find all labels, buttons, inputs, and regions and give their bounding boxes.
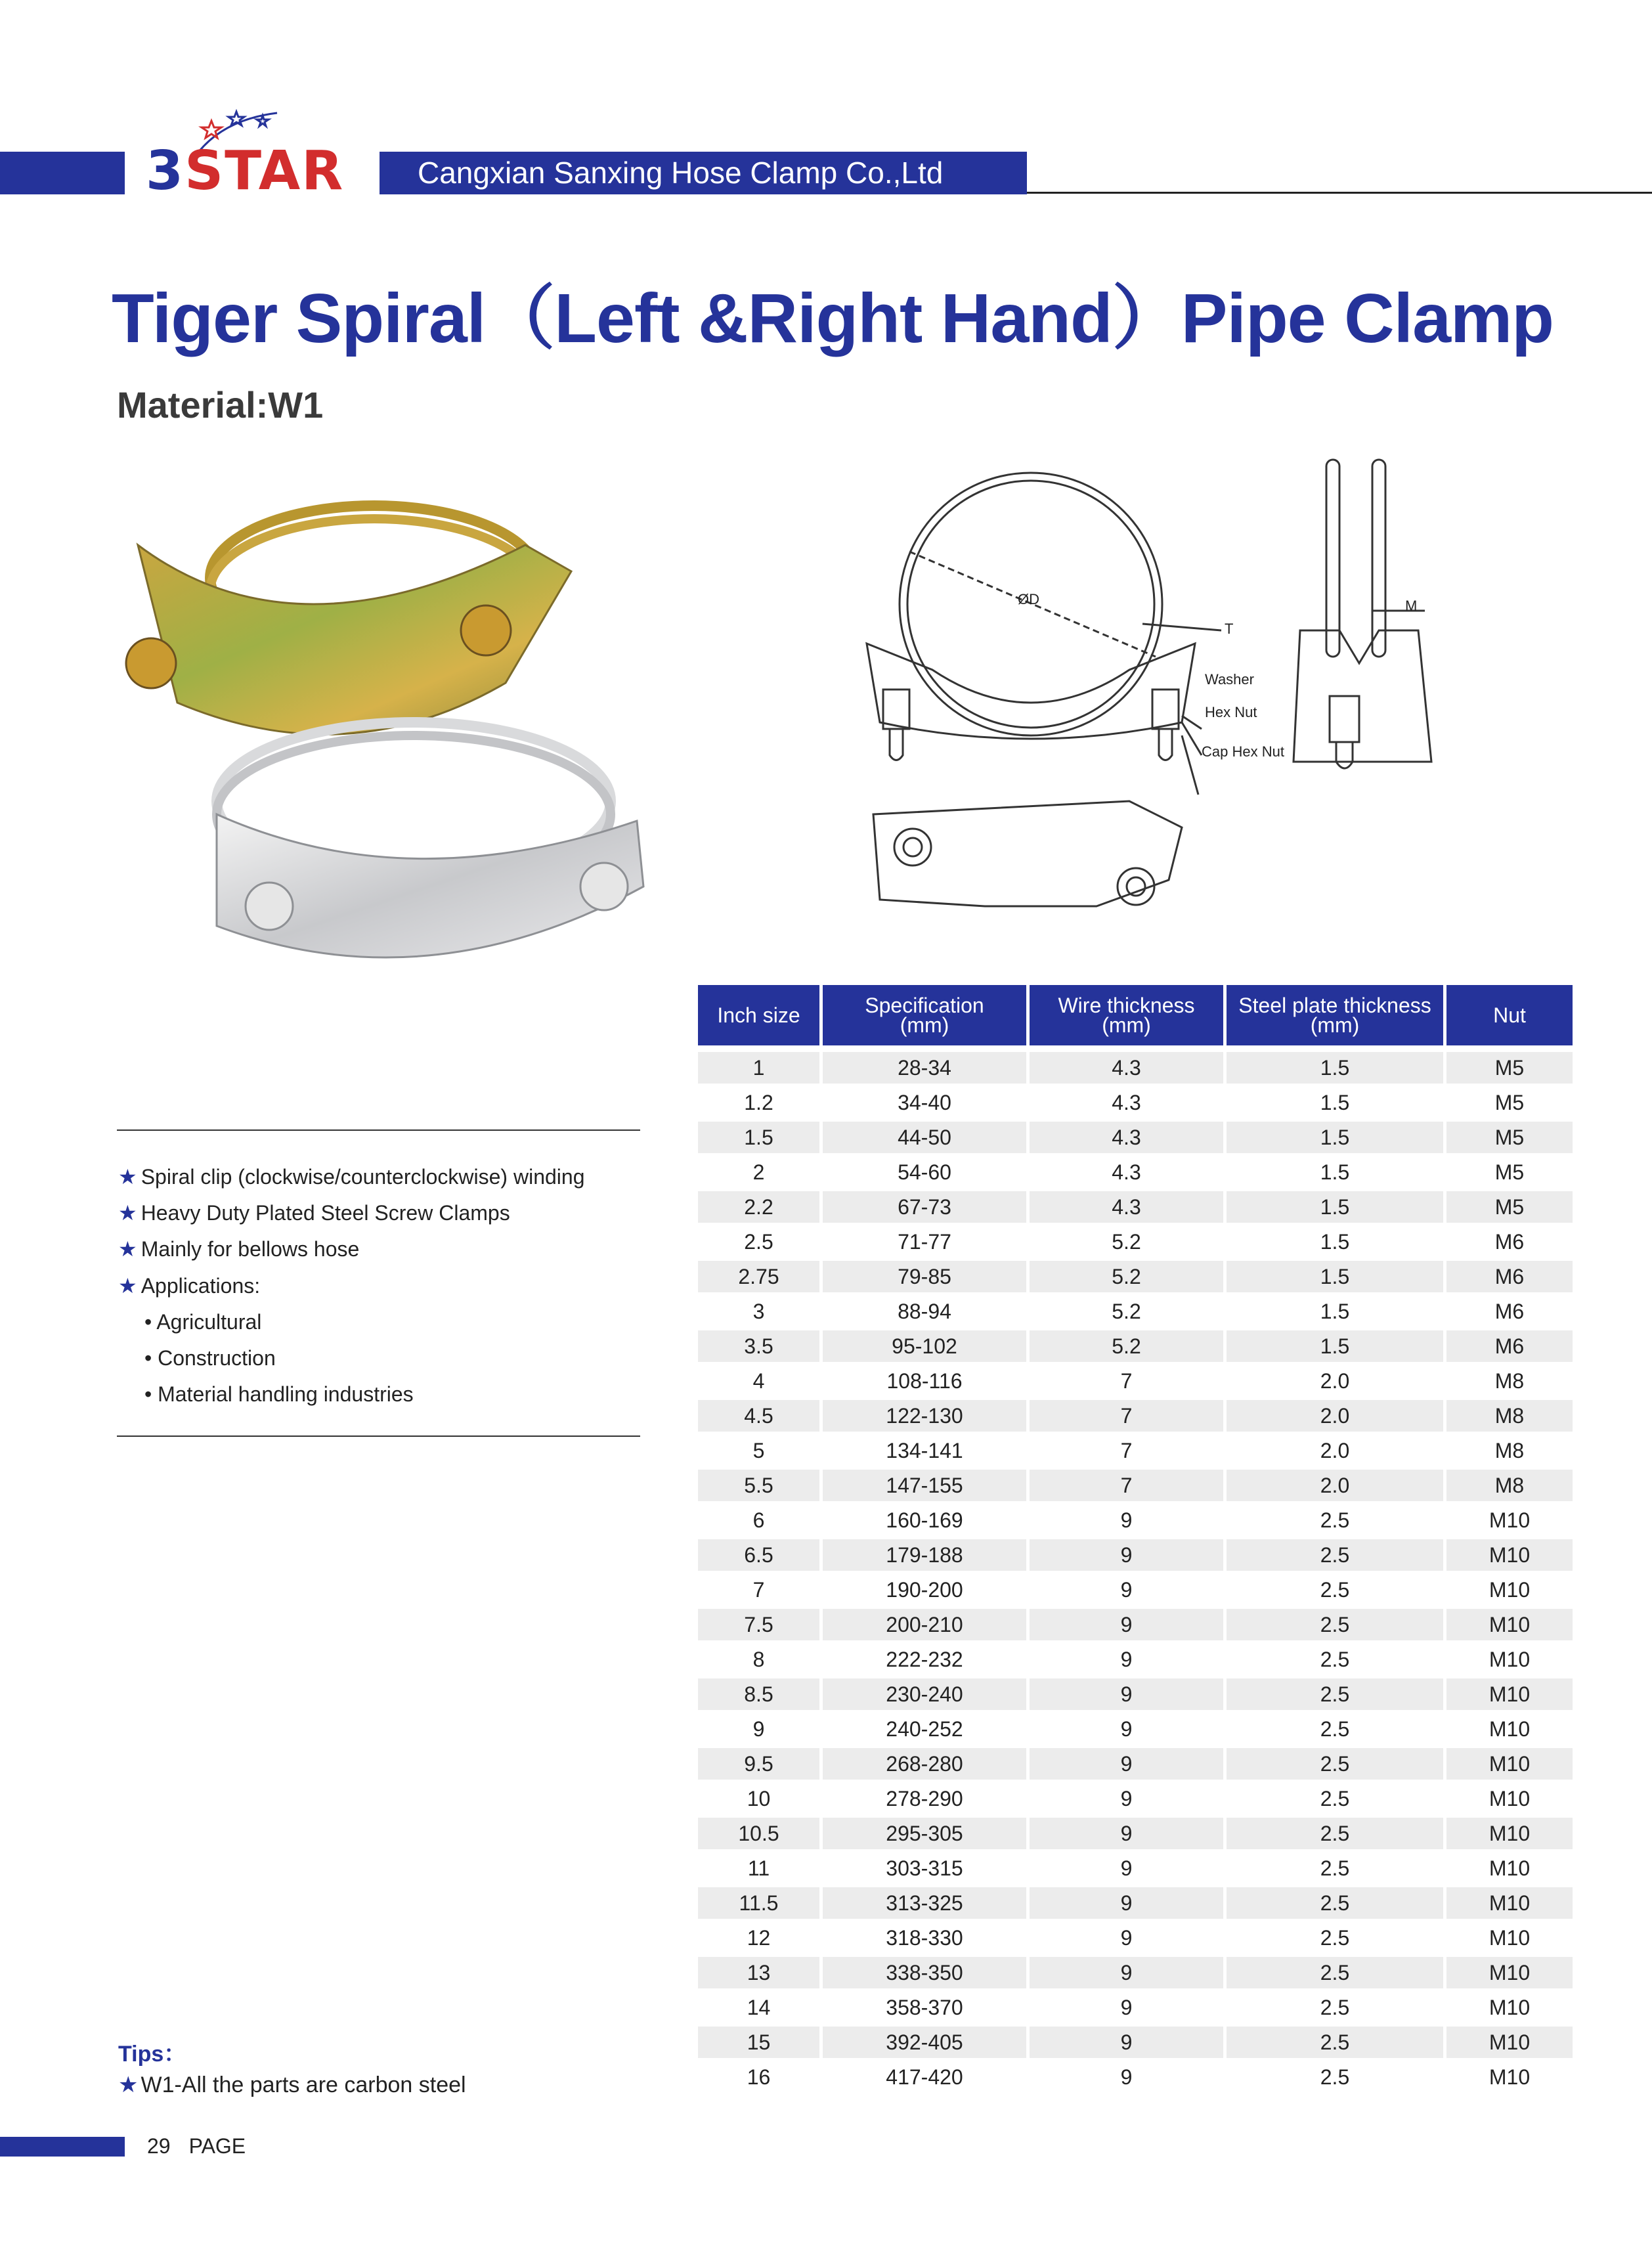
features-bottom-rule — [117, 1435, 640, 1437]
footer-accent-bar — [0, 2137, 125, 2157]
table-cell: 7 — [698, 1574, 819, 1609]
table-row — [698, 2027, 1573, 2061]
table-cell: M8 — [1446, 1470, 1573, 1504]
table-cell: 9 — [1030, 1678, 1223, 1713]
column-header: Inch size — [698, 985, 819, 1045]
table-cell: M5 — [1446, 1156, 1573, 1191]
table-row — [698, 1435, 1573, 1470]
table-row — [698, 1504, 1573, 1539]
feature-item: ★ Mainly for bellows hose — [118, 1237, 360, 1261]
table-cell: 160-169 — [823, 1504, 1026, 1539]
table-body — [698, 1045, 1573, 2096]
diameter-label: ØD — [1018, 591, 1039, 607]
table-cell: 108-116 — [823, 1365, 1026, 1400]
table-cell: M8 — [1446, 1435, 1573, 1470]
star-icon: ★ — [118, 2072, 139, 2097]
table-cell: 9 — [1030, 1539, 1223, 1574]
feature-item: • Construction — [144, 1346, 276, 1370]
table-cell: 4 — [698, 1365, 819, 1400]
table-cell: 5.2 — [1030, 1330, 1223, 1365]
table-row — [698, 1365, 1573, 1400]
table-cell: M10 — [1446, 1609, 1573, 1644]
table-cell: M10 — [1446, 1922, 1573, 1957]
table-row — [698, 1400, 1573, 1435]
page-number: 29 PAGE — [147, 2134, 246, 2158]
table-row — [698, 1922, 1573, 1957]
spec-table — [695, 985, 1576, 2096]
table-cell: 2.0 — [1227, 1400, 1443, 1435]
table-cell: 9 — [1030, 1887, 1223, 1922]
star-icon: ★ — [118, 1273, 137, 1298]
table-cell: 134-141 — [823, 1435, 1026, 1470]
table-cell: M6 — [1446, 1261, 1573, 1296]
table-cell: M6 — [1446, 1226, 1573, 1261]
table-row — [698, 1330, 1573, 1365]
star-icon: ★ — [118, 1201, 137, 1225]
table-cell: 3 — [698, 1296, 819, 1330]
table-cell: 2.5 — [1227, 1783, 1443, 1818]
table-cell: 2.5 — [1227, 1713, 1443, 1748]
feature-item: ★ Heavy Duty Plated Steel Screw Clamps — [118, 1201, 510, 1225]
logo-text: 3STAR — [146, 140, 345, 202]
table-row — [698, 1992, 1573, 2027]
table-cell: 2.5 — [698, 1226, 819, 1261]
table-cell: 7 — [1030, 1365, 1223, 1400]
table-cell: 9 — [1030, 2027, 1223, 2061]
table-cell: 1.5 — [1227, 1087, 1443, 1122]
table-row — [698, 1470, 1573, 1504]
table-cell: 9 — [1030, 1992, 1223, 2027]
table-cell: 1.2 — [698, 1087, 819, 1122]
table-cell: M10 — [1446, 1748, 1573, 1783]
table-cell: 2.5 — [1227, 1539, 1443, 1574]
table-row — [698, 1045, 1573, 1087]
table-cell: 2.5 — [1227, 1992, 1443, 2027]
table-cell: 13 — [698, 1957, 819, 1992]
table-cell: 358-370 — [823, 1992, 1026, 2027]
table-cell: 417-420 — [823, 2061, 1026, 2096]
feature-list — [118, 1159, 643, 1413]
table-cell: M10 — [1446, 1539, 1573, 1574]
table-cell: 4.3 — [1030, 1122, 1223, 1156]
cap-hex-nut-label: Cap Hex Nut — [1202, 743, 1284, 760]
table-cell: 9 — [1030, 1504, 1223, 1539]
table-cell: 1.5 — [1227, 1122, 1443, 1156]
table-cell: 278-290 — [823, 1783, 1026, 1818]
table-row — [698, 1818, 1573, 1852]
table-cell: 2.5 — [1227, 1504, 1443, 1539]
table-row — [698, 1852, 1573, 1887]
table-row — [698, 1122, 1573, 1156]
tips-label: Tips： — [118, 2042, 186, 2067]
table-cell: M8 — [1446, 1400, 1573, 1435]
table-cell: 200-210 — [823, 1609, 1026, 1644]
table-cell: M10 — [1446, 1887, 1573, 1922]
table-cell: 8.5 — [698, 1678, 819, 1713]
table-cell: 5.5 — [698, 1470, 819, 1504]
table-row — [698, 1574, 1573, 1609]
table-cell: 12 — [698, 1922, 819, 1957]
table-row — [698, 1783, 1573, 1818]
table-cell: 338-350 — [823, 1957, 1026, 1992]
table-cell: 71-77 — [823, 1226, 1026, 1261]
table-row — [698, 1957, 1573, 1992]
table-cell: 2.5 — [1227, 1609, 1443, 1644]
feature-item: • Material handling industries — [144, 1382, 414, 1407]
table-cell: 9 — [1030, 1957, 1223, 1992]
page-title: Tiger Spiral（Left &Right Hand）Pipe Clamp — [112, 280, 1554, 357]
table-row — [698, 1748, 1573, 1783]
table-cell: 9 — [1030, 1783, 1223, 1818]
table-cell: 1.5 — [1227, 1296, 1443, 1330]
table-row — [698, 1713, 1573, 1748]
table-cell: 4.3 — [1030, 1156, 1223, 1191]
table-cell: 2.5 — [1227, 1957, 1443, 1992]
table-cell: M10 — [1446, 1713, 1573, 1748]
table-cell: 9 — [1030, 1609, 1223, 1644]
table-cell: 9 — [1030, 1748, 1223, 1783]
feature-item: ★ Applications: — [118, 1273, 261, 1298]
table-cell: 67-73 — [823, 1191, 1026, 1226]
table-cell: 7 — [1030, 1470, 1223, 1504]
table-cell: 2 — [698, 1156, 819, 1191]
table-cell: 392-405 — [823, 2027, 1026, 2061]
m-label: M — [1405, 598, 1418, 614]
table-cell: M10 — [1446, 2061, 1573, 2096]
header-rule — [1027, 192, 1652, 194]
table-cell: M5 — [1446, 1045, 1573, 1087]
table-cell: 16 — [698, 2061, 819, 2096]
table-cell: M10 — [1446, 1574, 1573, 1609]
table-cell: M6 — [1446, 1296, 1573, 1330]
table-cell: 1.5 — [1227, 1045, 1443, 1087]
table-cell: 2.5 — [1227, 2027, 1443, 2061]
table-cell: 10 — [698, 1783, 819, 1818]
table-row — [698, 1539, 1573, 1574]
table-cell: M5 — [1446, 1191, 1573, 1226]
table-row — [698, 1087, 1573, 1122]
table-cell: 230-240 — [823, 1678, 1026, 1713]
table-cell: 2.5 — [1227, 1644, 1443, 1678]
table-cell: 9.5 — [698, 1748, 819, 1783]
table-row — [698, 1226, 1573, 1261]
table-cell: 3.5 — [698, 1330, 819, 1365]
table-cell: M10 — [1446, 1957, 1573, 1992]
table-cell: 1.5 — [1227, 1156, 1443, 1191]
table-cell: 240-252 — [823, 1713, 1026, 1748]
table-cell: 122-130 — [823, 1400, 1026, 1435]
table-cell: 2.75 — [698, 1261, 819, 1296]
table-cell: 7 — [1030, 1435, 1223, 1470]
company-name-banner: Cangxian Sanxing Hose Clamp Co.,Ltd — [380, 152, 1027, 194]
table-cell: 7.5 — [698, 1609, 819, 1644]
table-cell: 44-50 — [823, 1122, 1026, 1156]
table-cell: 2.0 — [1227, 1435, 1443, 1470]
table-cell: 9 — [1030, 1574, 1223, 1609]
table-row — [698, 1261, 1573, 1296]
table-cell: 5.2 — [1030, 1226, 1223, 1261]
table-cell: 147-155 — [823, 1470, 1026, 1504]
column-header: Steel plate thickness (mm) — [1227, 985, 1443, 1045]
feature-item: • Agricultural — [144, 1309, 262, 1334]
washer-label: Washer — [1205, 671, 1254, 688]
table-row — [698, 1191, 1573, 1226]
table-cell: 11.5 — [698, 1887, 819, 1922]
table-cell: 9 — [1030, 1922, 1223, 1957]
table-cell: M10 — [1446, 1818, 1573, 1852]
table-cell: 5.2 — [1030, 1261, 1223, 1296]
table-cell: 313-325 — [823, 1887, 1026, 1922]
table-cell: M10 — [1446, 1504, 1573, 1539]
table-cell: M5 — [1446, 1122, 1573, 1156]
table-cell: M10 — [1446, 2027, 1573, 2061]
table-cell: 1.5 — [1227, 1226, 1443, 1261]
table-cell: 268-280 — [823, 1748, 1026, 1783]
table-cell: 28-34 — [823, 1045, 1026, 1087]
technical-drawing — [854, 447, 1510, 946]
table-cell: M10 — [1446, 1852, 1573, 1887]
table-cell: M10 — [1446, 1678, 1573, 1713]
table-cell: 222-232 — [823, 1644, 1026, 1678]
product-photo — [98, 466, 676, 1031]
table-cell: 54-60 — [823, 1156, 1026, 1191]
table-cell: 9 — [1030, 1644, 1223, 1678]
table-cell: 5 — [698, 1435, 819, 1470]
table-cell: M5 — [1446, 1087, 1573, 1122]
table-cell: 9 — [1030, 1818, 1223, 1852]
table-cell: M8 — [1446, 1365, 1573, 1400]
table-row — [698, 1156, 1573, 1191]
material-label: Material:W1 — [117, 384, 324, 426]
table-cell: 2.5 — [1227, 1574, 1443, 1609]
table-cell: 1 — [698, 1045, 819, 1087]
table-cell: 2.5 — [1227, 2061, 1443, 2096]
table-cell: 2.5 — [1227, 1887, 1443, 1922]
table-cell: 9 — [1030, 2061, 1223, 2096]
table-cell: 2.2 — [698, 1191, 819, 1226]
thickness-label: T — [1225, 621, 1234, 637]
table-cell: 303-315 — [823, 1852, 1026, 1887]
table-cell: M10 — [1446, 1992, 1573, 2027]
feature-item: ★ Spiral clip (clockwise/counterclockwise) winding — [118, 1165, 585, 1189]
table-cell: 9 — [1030, 1852, 1223, 1887]
table-cell: 11 — [698, 1852, 819, 1887]
features-top-rule — [117, 1129, 640, 1131]
table-cell: 2.5 — [1227, 1748, 1443, 1783]
table-cell: M6 — [1446, 1330, 1573, 1365]
table-row — [698, 1609, 1573, 1644]
table-cell: 179-188 — [823, 1539, 1026, 1574]
table-cell: 34-40 — [823, 1087, 1026, 1122]
table-cell: 9 — [1030, 1713, 1223, 1748]
table-cell: 95-102 — [823, 1330, 1026, 1365]
table-cell: 1.5 — [1227, 1261, 1443, 1296]
table-cell: 2.0 — [1227, 1470, 1443, 1504]
table-cell: 2.0 — [1227, 1365, 1443, 1400]
table-cell: 4.3 — [1030, 1087, 1223, 1122]
table-row — [698, 1678, 1573, 1713]
table-cell: 1.5 — [1227, 1330, 1443, 1365]
table-cell: M10 — [1446, 1644, 1573, 1678]
table-cell: 190-200 — [823, 1574, 1026, 1609]
table-row — [698, 1644, 1573, 1678]
table-header-row — [698, 985, 1573, 1045]
table-cell: 2.5 — [1227, 1678, 1443, 1713]
table-cell: 318-330 — [823, 1922, 1026, 1957]
table-cell: 14 — [698, 1992, 819, 2027]
star-icon: ★ — [118, 1165, 137, 1189]
table-cell: 6 — [698, 1504, 819, 1539]
table-cell: 2.5 — [1227, 1922, 1443, 1957]
table-row — [698, 1887, 1573, 1922]
table-cell: 79-85 — [823, 1261, 1026, 1296]
column-header: Nut — [1446, 985, 1573, 1045]
table-cell: 4.5 — [698, 1400, 819, 1435]
tips-text: ★ W1-All the parts are carbon steel — [118, 2072, 466, 2097]
header-accent-bar — [0, 152, 125, 194]
table-cell: 15 — [698, 2027, 819, 2061]
table-cell: 4.3 — [1030, 1191, 1223, 1226]
column-header: Wire thickness (mm) — [1030, 985, 1223, 1045]
company-logo — [146, 106, 356, 202]
table-cell: 6.5 — [698, 1539, 819, 1574]
table-cell: 295-305 — [823, 1818, 1026, 1852]
table-cell: 5.2 — [1030, 1296, 1223, 1330]
column-header: Specification (mm) — [823, 985, 1026, 1045]
table-cell: 2.5 — [1227, 1818, 1443, 1852]
star-icon: ★ — [118, 1237, 137, 1261]
table-cell: 9 — [698, 1713, 819, 1748]
table-cell: 8 — [698, 1644, 819, 1678]
table-cell: 1.5 — [698, 1122, 819, 1156]
table-cell: 7 — [1030, 1400, 1223, 1435]
table-cell: 10.5 — [698, 1818, 819, 1852]
table-cell: 88-94 — [823, 1296, 1026, 1330]
table-cell: 2.5 — [1227, 1852, 1443, 1887]
table-cell: 1.5 — [1227, 1191, 1443, 1226]
table-row — [698, 1296, 1573, 1330]
table-cell: M10 — [1446, 1783, 1573, 1818]
table-row — [698, 2061, 1573, 2096]
table-cell: 4.3 — [1030, 1045, 1223, 1087]
hex-nut-label: Hex Nut — [1205, 704, 1257, 720]
